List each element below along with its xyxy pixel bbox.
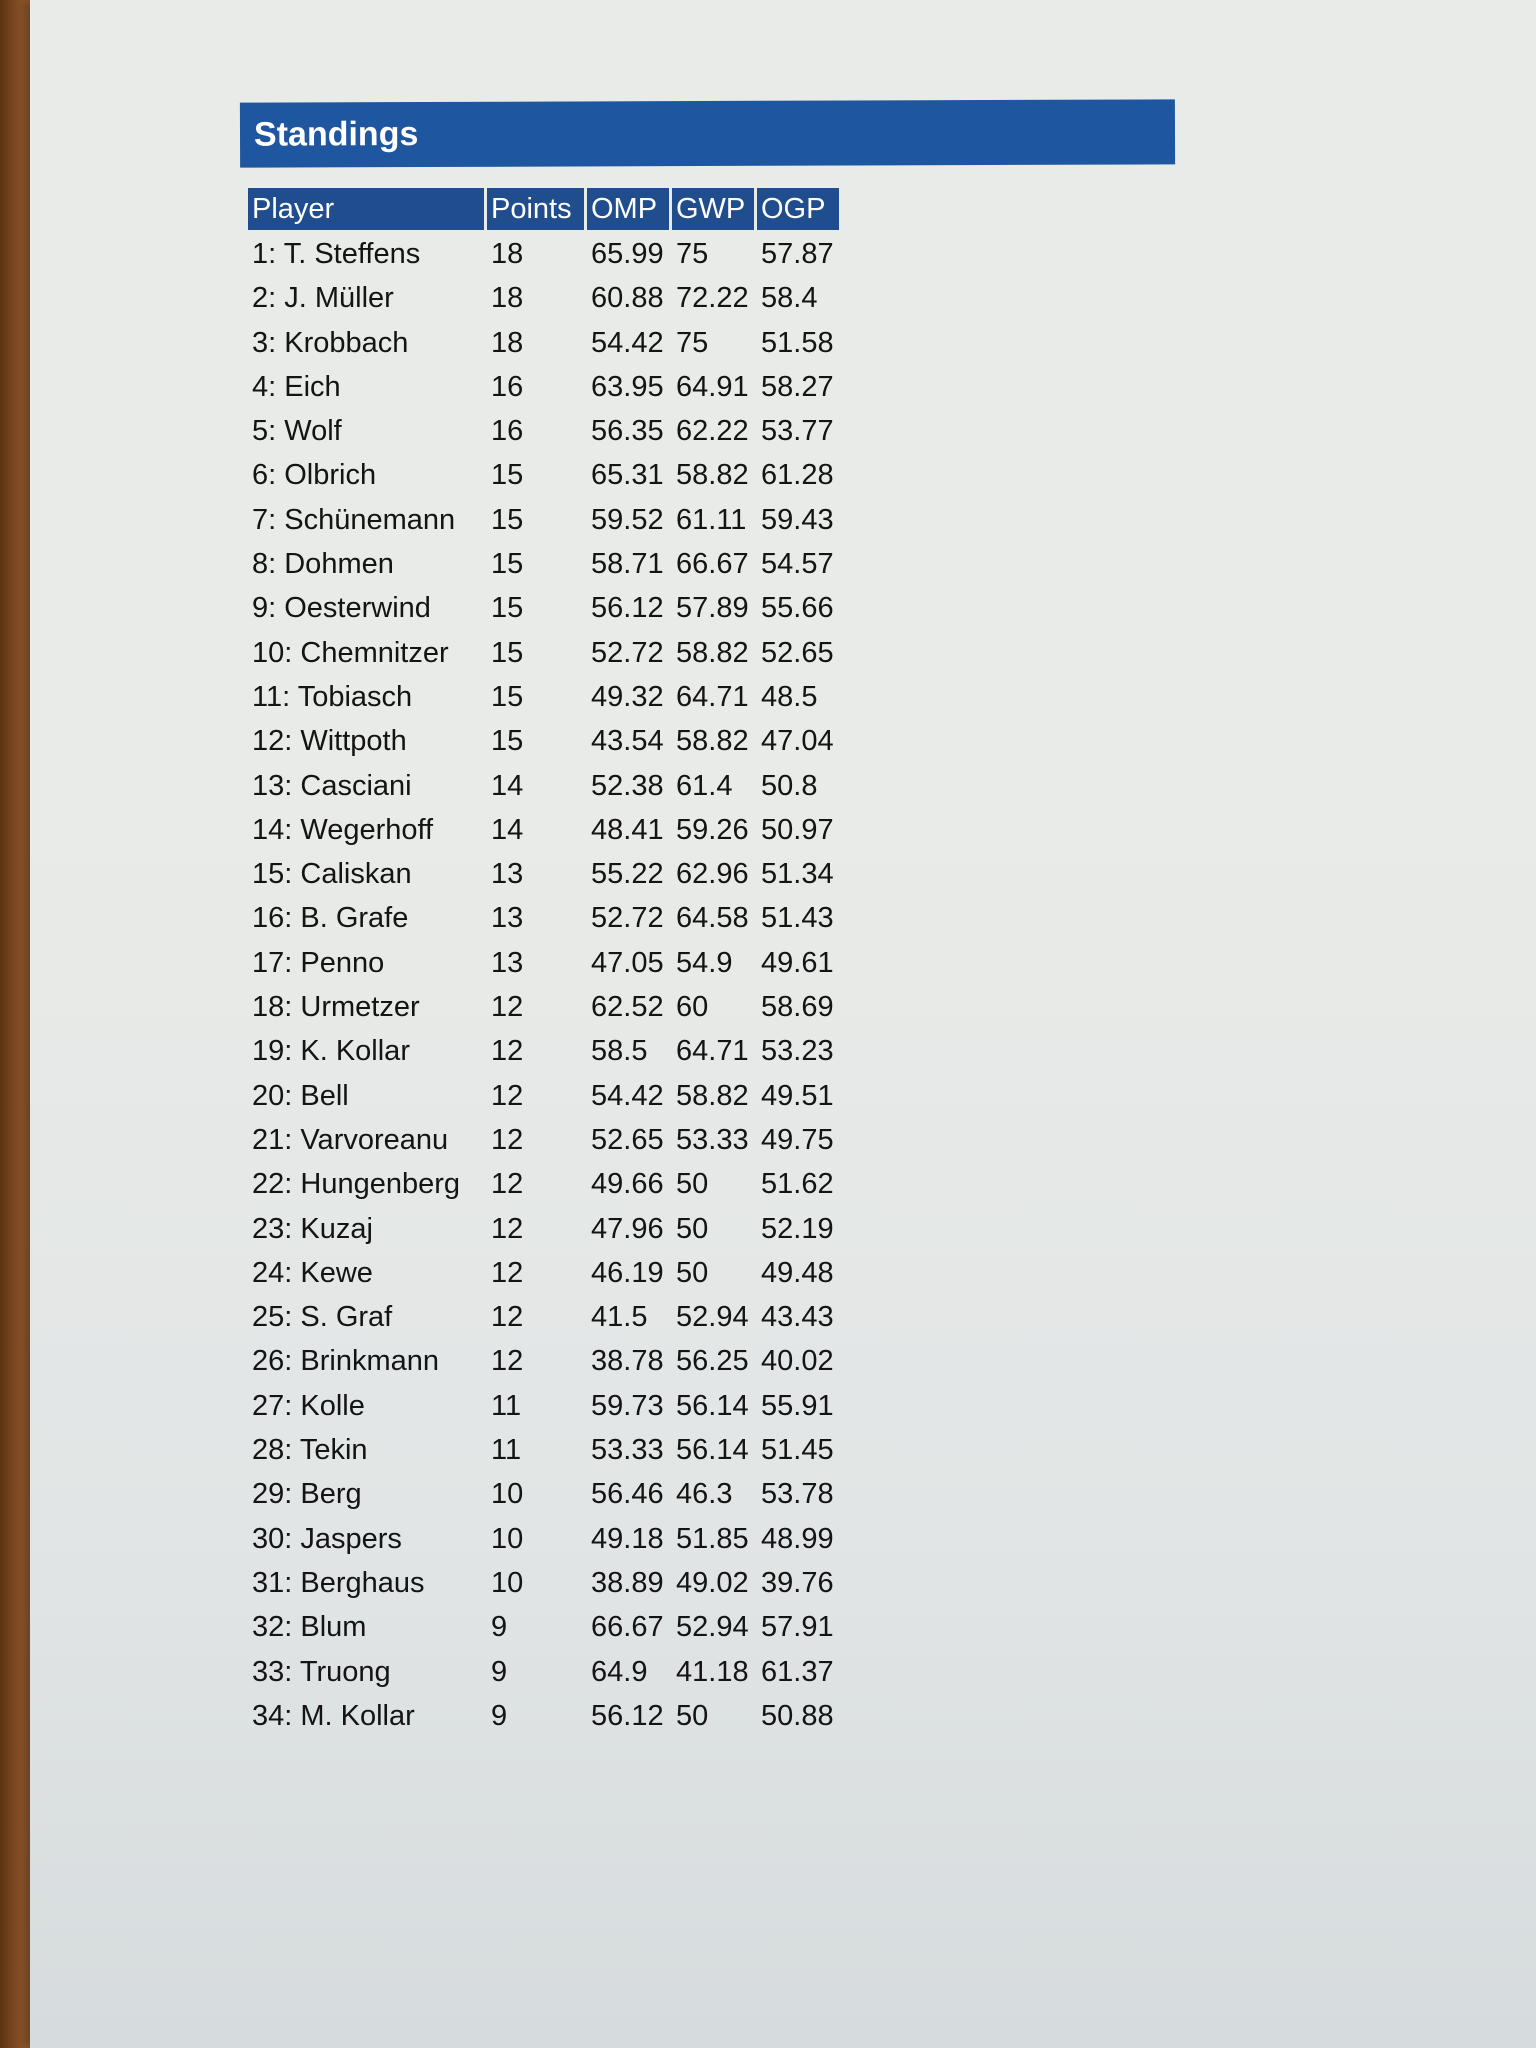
gwp-cell: 64.71: [676, 1035, 749, 1068]
points-cell: 16: [491, 415, 524, 448]
gwp-cell: 58.82: [676, 1079, 749, 1112]
omp-cell: 66.67: [591, 1611, 664, 1644]
omp-cell: 58.71: [591, 548, 664, 581]
table-row: [248, 808, 842, 852]
table-row: [248, 985, 842, 1029]
omp-cell: 52.72: [591, 902, 664, 935]
player-name-cell: 8: Dohmen: [252, 548, 394, 581]
player-name-cell: 1: T. Steffens: [252, 238, 421, 270]
ogp-cell: 61.28: [761, 459, 834, 492]
column-header-gwp: GWP: [672, 188, 754, 230]
omp-cell: 38.78: [591, 1345, 664, 1378]
omp-cell: 53.33: [591, 1434, 664, 1467]
points-cell: 15: [491, 636, 524, 669]
ogp-cell: 52.65: [761, 636, 834, 669]
gwp-cell: 75: [676, 238, 709, 270]
table-row: [248, 1295, 842, 1339]
player-name-cell: 31: Berghaus: [252, 1566, 425, 1599]
table-row: [248, 321, 842, 365]
table-row: [248, 1384, 842, 1428]
player-name-cell: 17: Penno: [252, 946, 385, 979]
ogp-cell: 51.58: [761, 326, 834, 359]
table-row: [248, 896, 842, 940]
omp-cell: 49.18: [591, 1522, 664, 1555]
gwp-cell: 72.22: [676, 282, 749, 315]
points-cell: 15: [491, 725, 524, 758]
gwp-cell: 64.91: [676, 370, 749, 403]
gwp-cell: 61.4: [676, 769, 733, 802]
omp-cell: 47.05: [591, 946, 664, 979]
omp-cell: 56.35: [591, 415, 664, 448]
table-row: [248, 941, 842, 985]
omp-cell: 65.99: [591, 238, 664, 270]
omp-cell: 54.42: [591, 326, 664, 359]
table-row: [248, 1694, 842, 1738]
player-name-cell: 6: Olbrich: [252, 459, 377, 492]
points-cell: 9: [491, 1611, 508, 1644]
ogp-cell: 49.75: [761, 1123, 834, 1156]
omp-cell: 49.66: [591, 1168, 664, 1201]
gwp-cell: 56.14: [676, 1389, 749, 1422]
gwp-cell: 58.82: [676, 636, 749, 669]
omp-cell: 56.12: [591, 1699, 664, 1732]
column-header-points: Points: [487, 188, 584, 230]
points-cell: 18: [491, 326, 524, 359]
table-row: [248, 764, 842, 808]
ogp-cell: 52.19: [761, 1212, 834, 1245]
ogp-cell: 50.88: [761, 1699, 834, 1732]
table-row: [248, 852, 842, 896]
omp-cell: 47.96: [591, 1212, 664, 1245]
points-cell: 12: [491, 1035, 524, 1068]
ogp-cell: 55.91: [761, 1389, 834, 1422]
table-row: [248, 1605, 842, 1649]
ogp-cell: 58.69: [761, 991, 834, 1024]
ogp-cell: 51.45: [761, 1434, 834, 1467]
omp-cell: 48.41: [591, 813, 664, 846]
omp-cell: 43.54: [591, 725, 664, 758]
points-cell: 12: [491, 1301, 524, 1334]
table-row: [248, 1207, 842, 1251]
omp-cell: 60.88: [591, 282, 664, 315]
player-name-cell: 10: Chemnitzer: [252, 636, 449, 669]
player-name-cell: 5: Wolf: [252, 415, 342, 448]
omp-cell: 59.73: [591, 1389, 664, 1422]
gwp-cell: 56.25: [676, 1345, 749, 1378]
gwp-cell: 52.94: [676, 1301, 749, 1334]
gwp-cell: 66.67: [676, 548, 749, 581]
points-cell: 18: [491, 282, 524, 315]
gwp-cell: 61.11: [676, 503, 747, 536]
points-cell: 13: [491, 902, 524, 935]
player-name-cell: 13: Casciani: [252, 769, 412, 802]
ogp-cell: 40.02: [761, 1345, 834, 1378]
points-cell: 12: [491, 1123, 524, 1156]
ogp-cell: 49.51: [761, 1079, 834, 1112]
points-cell: 15: [491, 459, 524, 492]
points-cell: 12: [491, 1256, 524, 1289]
player-name-cell: 4: Eich: [252, 370, 341, 403]
ogp-cell: 53.78: [761, 1478, 834, 1511]
gwp-cell: 62.96: [676, 858, 749, 891]
player-name-cell: 3: Krobbach: [252, 326, 409, 359]
table-row: [248, 409, 842, 453]
points-cell: 13: [491, 946, 524, 979]
player-name-cell: 7: Schünemann: [252, 503, 456, 536]
points-cell: 11: [491, 1434, 522, 1467]
table-body: [248, 232, 842, 1738]
points-cell: 12: [491, 1079, 524, 1112]
paper-sheet: [30, 0, 1536, 2048]
gwp-cell: 60: [676, 991, 709, 1024]
omp-cell: 56.12: [591, 592, 664, 625]
omp-cell: 58.5: [591, 1035, 648, 1068]
points-cell: 11: [491, 1389, 522, 1422]
omp-cell: 63.95: [591, 370, 664, 403]
ogp-cell: 58.27: [761, 370, 834, 403]
gwp-cell: 53.33: [676, 1123, 749, 1156]
player-name-cell: 12: Wittpoth: [252, 725, 407, 758]
player-name-cell: 33: Truong: [252, 1655, 391, 1688]
points-cell: 15: [491, 548, 524, 581]
ogp-cell: 59.43: [761, 503, 834, 536]
table-row: [248, 1251, 842, 1295]
ogp-cell: 57.91: [761, 1611, 834, 1644]
points-cell: 14: [491, 769, 524, 802]
table-row: [248, 1162, 842, 1206]
omp-cell: 59.52: [591, 503, 664, 536]
points-cell: 15: [491, 503, 524, 536]
omp-cell: 52.72: [591, 636, 664, 669]
table-row: [248, 1029, 842, 1073]
gwp-cell: 50: [676, 1699, 709, 1732]
omp-cell: 41.5: [591, 1301, 648, 1334]
player-name-cell: 34: M. Kollar: [252, 1699, 415, 1732]
table-row: [248, 365, 842, 409]
gwp-cell: 64.58: [676, 902, 749, 935]
gwp-cell: 57.89: [676, 592, 749, 625]
player-name-cell: 14: Wegerhoff: [252, 813, 434, 846]
points-cell: 16: [491, 370, 524, 403]
table-row: [248, 1074, 842, 1118]
gwp-cell: 46.3: [676, 1478, 733, 1511]
omp-cell: 38.89: [591, 1566, 664, 1599]
points-cell: 15: [491, 592, 524, 625]
ogp-cell: 50.8: [761, 769, 818, 802]
column-header-ogp: OGP: [757, 188, 839, 230]
points-cell: 9: [491, 1655, 508, 1688]
player-name-cell: 18: Urmetzer: [252, 991, 420, 1024]
ogp-cell: 53.23: [761, 1035, 834, 1068]
player-name-cell: 32: Blum: [252, 1611, 367, 1644]
omp-cell: 49.32: [591, 680, 664, 713]
points-cell: 12: [491, 1212, 524, 1245]
player-name-cell: 26: Brinkmann: [252, 1345, 439, 1378]
points-cell: 15: [491, 680, 524, 713]
gwp-cell: 59.26: [676, 813, 749, 846]
player-name-cell: 23: Kuzaj: [252, 1212, 373, 1245]
points-cell: 12: [491, 1345, 524, 1378]
table-row: [248, 631, 842, 675]
ogp-cell: 48.99: [761, 1522, 834, 1555]
player-name-cell: 15: Caliskan: [252, 858, 412, 891]
table-row: [248, 1561, 842, 1605]
table-row: [248, 1517, 842, 1561]
ogp-cell: 48.5: [761, 680, 818, 713]
column-header-omp: OMP: [587, 188, 669, 230]
player-name-cell: 28: Tekin: [252, 1434, 368, 1467]
points-cell: 14: [491, 813, 524, 846]
gwp-cell: 62.22: [676, 415, 749, 448]
ogp-cell: 47.04: [761, 725, 834, 758]
gwp-cell: 56.14: [676, 1434, 749, 1467]
omp-cell: 54.42: [591, 1079, 664, 1112]
player-name-cell: 19: K. Kollar: [252, 1035, 410, 1068]
points-cell: 10: [491, 1566, 524, 1599]
table-row: [248, 453, 842, 497]
player-name-cell: 27: Kolle: [252, 1389, 365, 1422]
ogp-cell: 55.66: [761, 592, 834, 625]
gwp-cell: 41.18: [676, 1655, 749, 1688]
ogp-cell: 39.76: [761, 1566, 834, 1599]
gwp-cell: 64.71: [676, 680, 749, 713]
ogp-cell: 61.37: [761, 1655, 834, 1688]
ogp-cell: 49.61: [761, 946, 834, 979]
omp-cell: 62.52: [591, 991, 664, 1024]
player-name-cell: 30: Jaspers: [252, 1522, 402, 1555]
gwp-cell: 50: [676, 1256, 709, 1289]
player-name-cell: 9: Oesterwind: [252, 592, 431, 625]
ogp-cell: 54.57: [761, 548, 834, 581]
player-name-cell: 20: Bell: [252, 1079, 349, 1112]
ogp-cell: 53.77: [761, 415, 834, 448]
player-name-cell: 16: B. Grafe: [252, 902, 409, 935]
player-name-cell: 25: S. Graf: [252, 1301, 393, 1334]
ogp-cell: 51.62: [761, 1168, 834, 1201]
omp-cell: 52.65: [591, 1123, 664, 1156]
points-cell: 12: [491, 991, 524, 1024]
gwp-cell: 50: [676, 1212, 709, 1245]
points-cell: 13: [491, 858, 524, 891]
ogp-cell: 50.97: [761, 813, 834, 846]
player-name-cell: 2: J. Müller: [252, 282, 394, 315]
table-row: [248, 1118, 842, 1162]
ogp-cell: 58.4: [761, 282, 818, 315]
points-cell: 12: [491, 1168, 524, 1201]
gwp-cell: 50: [676, 1168, 709, 1201]
gwp-cell: 75: [676, 326, 709, 359]
points-cell: 10: [491, 1522, 524, 1555]
omp-cell: 55.22: [591, 858, 664, 891]
omp-cell: 46.19: [591, 1256, 664, 1289]
table-row: [248, 232, 842, 276]
player-name-cell: 22: Hungenberg: [252, 1168, 460, 1201]
player-name-cell: 21: Varvoreanu: [252, 1123, 449, 1156]
ogp-cell: 57.87: [761, 238, 834, 270]
table-row: [248, 1339, 842, 1383]
table-row: [248, 719, 842, 763]
gwp-cell: 51.85: [676, 1522, 749, 1555]
points-cell: 10: [491, 1478, 524, 1511]
gwp-cell: 58.82: [676, 725, 749, 758]
player-name-cell: 24: Kewe: [252, 1256, 373, 1289]
player-name-cell: 29: Berg: [252, 1478, 362, 1511]
gwp-cell: 52.94: [676, 1611, 749, 1644]
gwp-cell: 49.02: [676, 1566, 749, 1599]
omp-cell: 65.31: [591, 459, 664, 492]
column-header-player: Player: [248, 188, 484, 230]
player-name-cell: 11: Tobiasch: [252, 680, 413, 713]
gwp-cell: 54.9: [676, 946, 733, 979]
ogp-cell: 43.43: [761, 1301, 834, 1334]
omp-cell: 52.38: [591, 769, 664, 802]
table-row: [248, 675, 842, 719]
omp-cell: 64.9: [591, 1655, 648, 1688]
points-cell: 18: [491, 238, 524, 270]
page-title: Standings: [240, 99, 1175, 167]
points-cell: 9: [491, 1699, 508, 1732]
table-row: [248, 498, 842, 542]
ogp-cell: 51.34: [761, 858, 834, 891]
ogp-cell: 51.43: [761, 902, 834, 935]
table-row: [248, 276, 842, 320]
table-row: [248, 1428, 842, 1472]
standings-table: [248, 188, 842, 1738]
table-header: [248, 188, 842, 230]
gwp-cell: 58.82: [676, 459, 749, 492]
table-row: [248, 586, 842, 630]
table-row: [248, 1650, 842, 1694]
table-row: [248, 1472, 842, 1516]
table-row: [248, 542, 842, 586]
ogp-cell: 49.48: [761, 1256, 834, 1289]
omp-cell: 56.46: [591, 1478, 664, 1511]
